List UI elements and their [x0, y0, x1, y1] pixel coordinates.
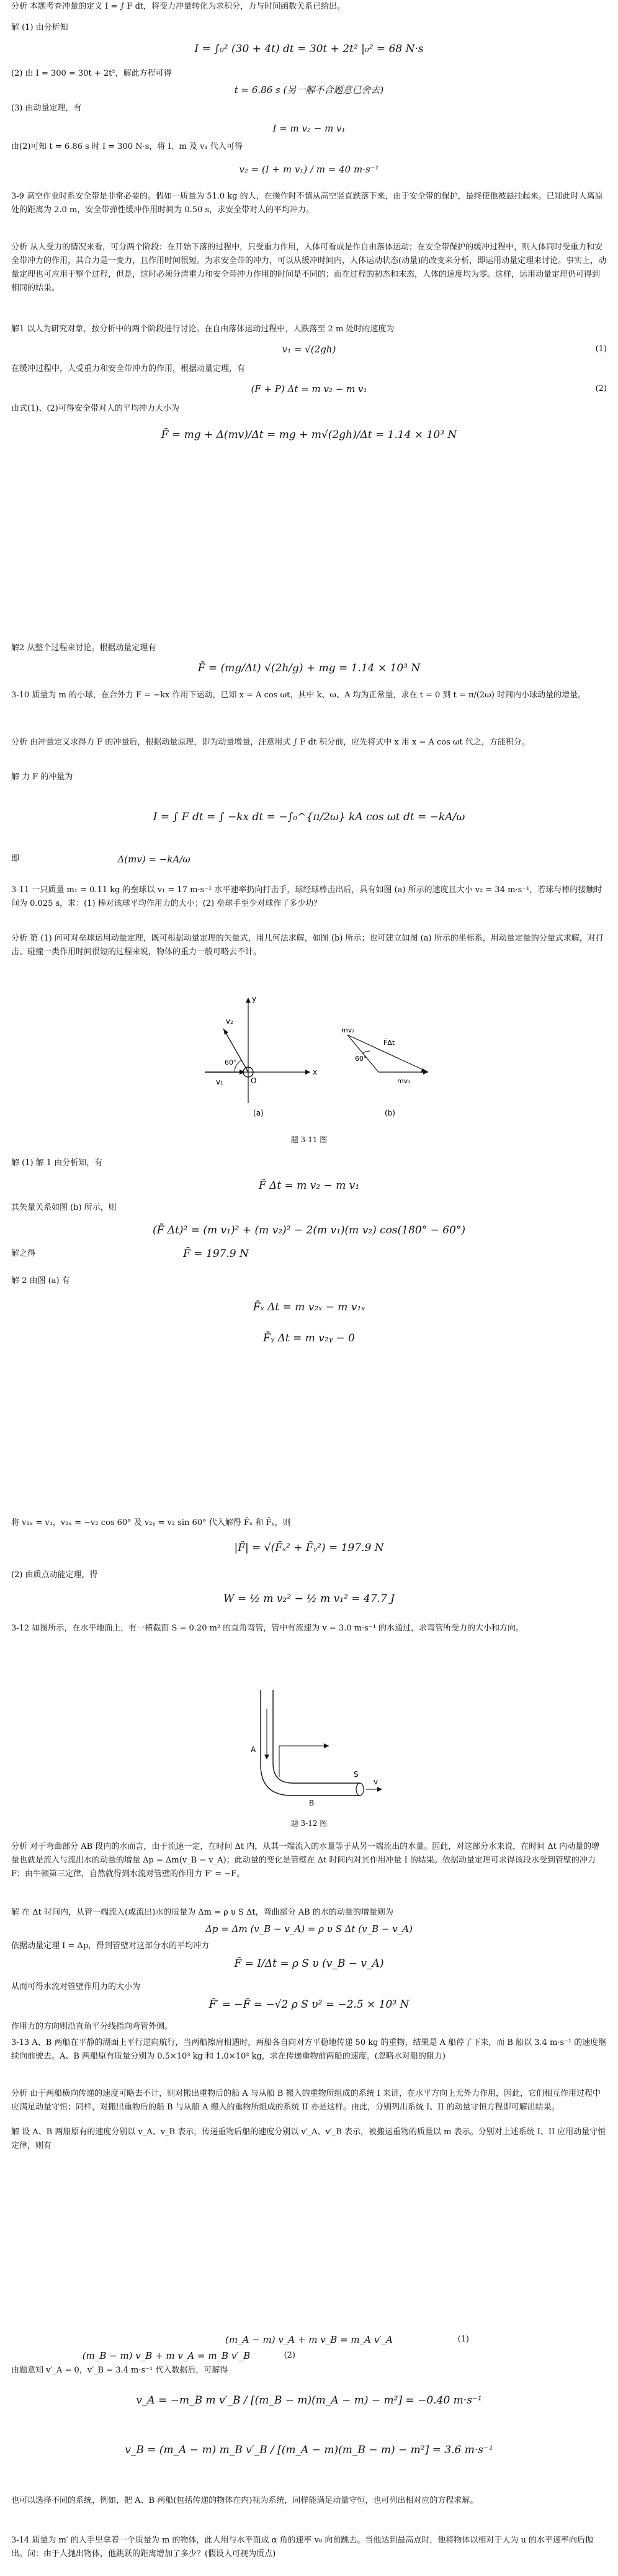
- equation: v_B = (m_A − m) m_B v′_B / [(m_A − m)(m_B − m) − m²] = 3.6 m·s⁻¹: [125, 2444, 493, 2456]
- label-v: v: [374, 1778, 378, 1786]
- axis-y-label: y: [252, 995, 257, 1003]
- paragraph: (2) 由 I = 300 = 30t + 2t²，解此方程可得: [11, 69, 172, 78]
- problem-3-14: 3-14 质量为 m′ 的人手里拿着一个质量为 m 的物体，此人用与水平面成 α 角的速率 v₀ 向前跳去。当他达到最高点时，他将物体以相对于人为 u 的水平速率向后抛出。问：由于人抛出物体，他跳跃的距离增加了多少？(假设人可视为质点): [11, 2536, 593, 2559]
- paragraph: 解 在 Δt 时间内，从管一端流入(或流出)水的质量为 Δm = ρ υ S Δt，弯曲部分 AB 的水的动量的增量则为: [11, 1908, 393, 1917]
- paragraph: 由式(1)、(2)可得安全带对人的平均冲力大小为: [11, 404, 179, 413]
- equation: I = ∫ F dt = ∫ −kx dt = −∫₀^{π/2ω} kA cos ωt dt = −kA/ω: [153, 811, 465, 823]
- figure-3-12: [236, 1684, 385, 1808]
- equation: Δp = Δm (v_B − v_A) = ρ υ S Δt (v_B − v_A): [205, 1923, 413, 1934]
- figure-caption: 题 3-11 图: [290, 1135, 328, 1144]
- angle-label: 60°: [225, 1058, 237, 1067]
- paragraph: 解2 从整个过程来讨论。根据动量定理有: [11, 643, 156, 653]
- paragraph: 在缓冲过程中，人受重力和安全带冲力的作用，根据动量定理，有: [11, 364, 246, 373]
- figure-3-11: [186, 991, 447, 1122]
- caption-a: (a): [253, 1109, 264, 1117]
- problem-3-13: 3-13 A、B 两船在平静的湖面上平行逆向航行，当两船擦肩相遇时，两船各自向对方平稳地传递 50 kg 的重物，结果是 A 船停了下来，而 B 船以 3.4 m·s⁻¹ 的速度继续向前驶去。A、B 两船原有质量分别为 0.5×10³ kg 和 1.0×10³ kg，求在传递重物前两船的速度。(忽略水对船的阻力): [11, 2038, 607, 2061]
- problem-3-10: 3-10 质量为 m 的小球，在合外力 F = −kx 作用下运动，已知 x = A cos ωt，其中 k、ω、A 均为正常量，求在 t = 0 到 t = π/(2ω) 时间内小球动量的增量。: [11, 691, 586, 700]
- label-s: S: [354, 1770, 359, 1779]
- equation: (F + P) Δt = m v₂ − m v₁: [251, 383, 367, 395]
- v2-label: v₂: [226, 1017, 233, 1026]
- axis-x-label: x: [313, 1068, 318, 1076]
- paragraph: 解 设 A、B 两船原有的速度分别以 v_A、v_B 表示，传递重物后船的速度分别以 v′_A、v′_B 表示，被搬运重物的质量以 m 表示。分别对上述系统 I、II 应用动量守恒定律，则有: [11, 2127, 606, 2150]
- equation: Δ(mv) = −kA/ω: [117, 854, 190, 865]
- equation: W = ½ m v₂² − ½ m v₁² = 47.7 J: [223, 1593, 395, 1605]
- problem-3-11: 3-11 一只质量 m₁ = 0.11 kg 的垒球以 v₁ = 17 m·s⁻¹ 水平速率扔向打击手，球经球棒击出后，具有如图 (a) 所示的速度且大小 v₂ = 34 m·s⁻¹，若球与棒的接触时间为 0.025 s，求：(1) 棒对该球平均作用力的大小；(2) 垒球手至少对球作了多少功？: [11, 885, 602, 908]
- equation-number: (1): [595, 344, 607, 354]
- paragraph: 其矢量关系如图 (b) 所示，则: [11, 1203, 117, 1212]
- equation: F̄′ = −F̄ = −√2 ρ S υ² = −2.5 × 10³ N: [208, 1998, 410, 2011]
- paragraph: (3) 由动量定理，有: [11, 104, 82, 113]
- figure-3-12-svg: [236, 1684, 385, 1808]
- label-a: A: [251, 1745, 256, 1754]
- label-b: B: [309, 1799, 315, 1807]
- paragraph: 作用力的方向则沿直角平分线指向弯管外侧。: [11, 2022, 173, 2031]
- figure-3-11-svg: [186, 991, 447, 1122]
- equation-number: (1): [457, 2335, 469, 2344]
- paragraph: (2) 由质点动能定理，得: [11, 1570, 98, 1580]
- equation: I = m v₂ − m v₁: [272, 123, 346, 134]
- analysis-paragraph: 分析 从人受力的情况来看，可分两个阶段：在开始下落的过程中，只受重力作用，人体可看成是作自由落体运动；在安全带保护的缓冲过程中，则人体同时受重力和安全带冲力的作用，其合力是一变力，且作用时间很短。为求安全带的冲力，可以从缓冲时间内，人体运动状态(动量)的改变来分析，即运用动量定理来讨论。事实上，动量定理也可应用于整个过程，但是，这时必须分清重力和安全带冲力作用的时间是不同的；而在过程的初态和末态，人体的速度均为零。这样，运用动量定理仍可得到相同的结果。: [11, 243, 607, 293]
- paragraph: 解 2 由图 (a) 有: [11, 1276, 70, 1286]
- v1-label: v₁: [216, 1078, 223, 1086]
- equation: v₁ = √(2gh): [282, 344, 336, 355]
- equation: F̄ = I/Δt = ρ S υ (v_B − v_A): [234, 1957, 384, 1970]
- paragraph: 解1 以人为研究对象，按分析中的两个阶段进行讨论。在自由落体运动过程中，人跌落至 2 m 处时的速度为: [11, 324, 395, 334]
- equation: F̄ = (mg/Δt) √(2h/g) + mg = 1.14 × 10³ N: [197, 662, 421, 674]
- equation: F̄ Δt = m v₂ − m v₁: [258, 1179, 360, 1192]
- figure-caption: 题 3-12 图: [290, 1819, 328, 1828]
- paragraph: 由(2)可知 t = 6.86 s 时 I = 300 N·s，将 I、m 及 v₁ 代入可得: [11, 142, 243, 151]
- ftdt-label: F̄Δt: [383, 1039, 395, 1047]
- equation: v₂ = (I + m v₁) / m = 40 m·s⁻¹: [239, 164, 379, 175]
- equation: F̄ = mg + Δ(mv)/Δt = mg + m√(2gh)/Δt = 1.14 × 10³ N: [161, 429, 457, 441]
- origin-label: O: [251, 1076, 257, 1085]
- problem-3-9: 3-9 高空作业时系安全带是非常必要的。假如一质量为 51.0 kg 的人，在操作时不慎从高空竖直跌落下来，由于安全带的保护，最终使他被悬挂起来。已知此时人离原处的距离为 2.0 m，安全带弹性缓冲作用时间为 0.50 s，求安全带对人的平均冲力。: [11, 192, 603, 215]
- equation: t = 6.86 s (另一解不合题意已舍去): [234, 84, 384, 96]
- equation: (m_B − m) v_B + m v_A = m_B v′_B: [82, 2350, 251, 2361]
- equation: (m_A − m) v_A + m v_B = m_A v′_A: [225, 2334, 393, 2345]
- analysis-paragraph: 分析 由冲量定义求得力 F 的冲量后，根据动量原理，即为动量增量，注意用式 ∫ F dt 积分前，应先将式中 x 用 x = A cos ωt 代之，方能积分。: [11, 738, 530, 747]
- paragraph: 也可以选择不同的系统，例如，把 A、B 两船(包括传递的物体在内)视为系统，同样能满足动量守恒，也可列出相对应的方程求解。: [11, 2496, 478, 2505]
- equation: v_A = −m_B m v′_B / [(m_B − m)(m_A − m) − m²] = −0.40 m·s⁻¹: [136, 2394, 482, 2407]
- paragraph: 从而可得水流对管壁作用力的大小为: [11, 1982, 141, 1992]
- problem-3-12: 3-12 如图所示，在水平地面上，有一横截面 S = 0.20 m² 的直角弯管，管中有流速为 v = 3.0 m·s⁻¹ 的水通过，求弯管所受力的大小和方向。: [11, 1624, 524, 1633]
- equation: F̄ = 197.9 N: [183, 1248, 249, 1260]
- equation: F̄ᵧ Δt = m v₂ᵧ − 0: [263, 1332, 355, 1344]
- mv2-label: mv₂: [341, 1026, 355, 1034]
- paragraph: 由题意知 v′_A = 0，v′_B = 3.4 m·s⁻¹ 代入数据后，可解得: [11, 2366, 228, 2375]
- equation: F̄ₓ Δt = m v₂ₓ − m v₁ₓ: [253, 1301, 365, 1313]
- analysis-paragraph: 分析 由于两船横向传递的速度可略去不计，则对搬出重物后的船 A 与从船 B 搬入的重物所组成的系统 I 来讲，在水平方向上无外力作用，因此，它们相互作用过程中应满足动量守恒；同样，对搬出重物后的船 B 与从船 A 搬入的重物所组成的系统 II 亦是这样。由此，分别列出系统 I、II 的动量守恒方程即可解出结果。: [11, 2089, 601, 2112]
- paragraph: 解 力 F 的冲量为: [11, 772, 73, 782]
- analysis-paragraph: 分析 对于弯曲部分 AB 段内的水而言，由于流速一定，在时间 Δt 内，从其一端流入的水量等于从另一端流出的水量。因此，对这部分水来说，在时间 Δt 内动量的增量也就是流入与流出水的动量的增量 Δp = Δm(v_B − v_A)；此动量的变化是管壁在 Δt 时间内对其作用冲量 I 的结果。依据动量定理可求得该段水受到管壁的冲力 F；由牛顿第三定律，自然就得到水流对管壁的作用力 F′ = −F。: [11, 1842, 600, 1879]
- paragraph: 即: [11, 854, 20, 864]
- mv1-label: mv₁: [397, 1077, 411, 1085]
- figure-3-11a: [205, 995, 317, 1117]
- equation-number: (2): [284, 2351, 295, 2360]
- paragraph: 解 (1) 解 1 由分析知，有: [11, 1158, 103, 1168]
- equation: I = ∫₀² (30 + 4t) dt = 30t + 2t² |₀² = 68 N·s: [194, 43, 424, 55]
- equation: (F̄ Δt)² = (m v₁)² + (m v₂)² − 2(m v₁)(m v₂) cos(180° − 60°): [152, 1224, 466, 1237]
- paragraph: 解之得: [11, 1249, 36, 1258]
- angle-label-b: 60°: [355, 1055, 367, 1063]
- caption-b: (b): [385, 1109, 395, 1117]
- equation: |F̄| = √(F̄ₓ² + F̄ᵧ²) = 197.9 N: [234, 1542, 384, 1554]
- analysis-paragraph: 分析 第 (1) 问可对垒球运用动量定理，既可根据动量定理的矢量式，用几何法求解，如图 (b) 所示；也可建立如图 (a) 所示的坐标系，用动量定量的分量式求解，对打击、碰撞一类作用时间很短的过程来说，物体的重力一般可略去不计。: [11, 934, 604, 957]
- paragraph: 依据动量定理 I = Δp，得到管壁对这部分水的平均冲力: [11, 1941, 210, 1951]
- paragraph: 解 (1) 由分析知: [11, 23, 68, 32]
- paragraph: 将 v₁ₓ = v₁，v₂ₓ = −v₂ cos 60° 及 v₂ᵧ = v₂ sin 60° 代入解得 F̄ₓ 和 F̄ᵧ，则: [11, 1518, 291, 1527]
- paragraph: 分析 本题考查冲量的定义 I = ∫ F dt，将变力冲量转化为求积分，力与时间函数关系已给出。: [11, 2, 346, 11]
- equation-number: (2): [595, 384, 607, 393]
- figure-3-11b: [341, 1026, 428, 1117]
